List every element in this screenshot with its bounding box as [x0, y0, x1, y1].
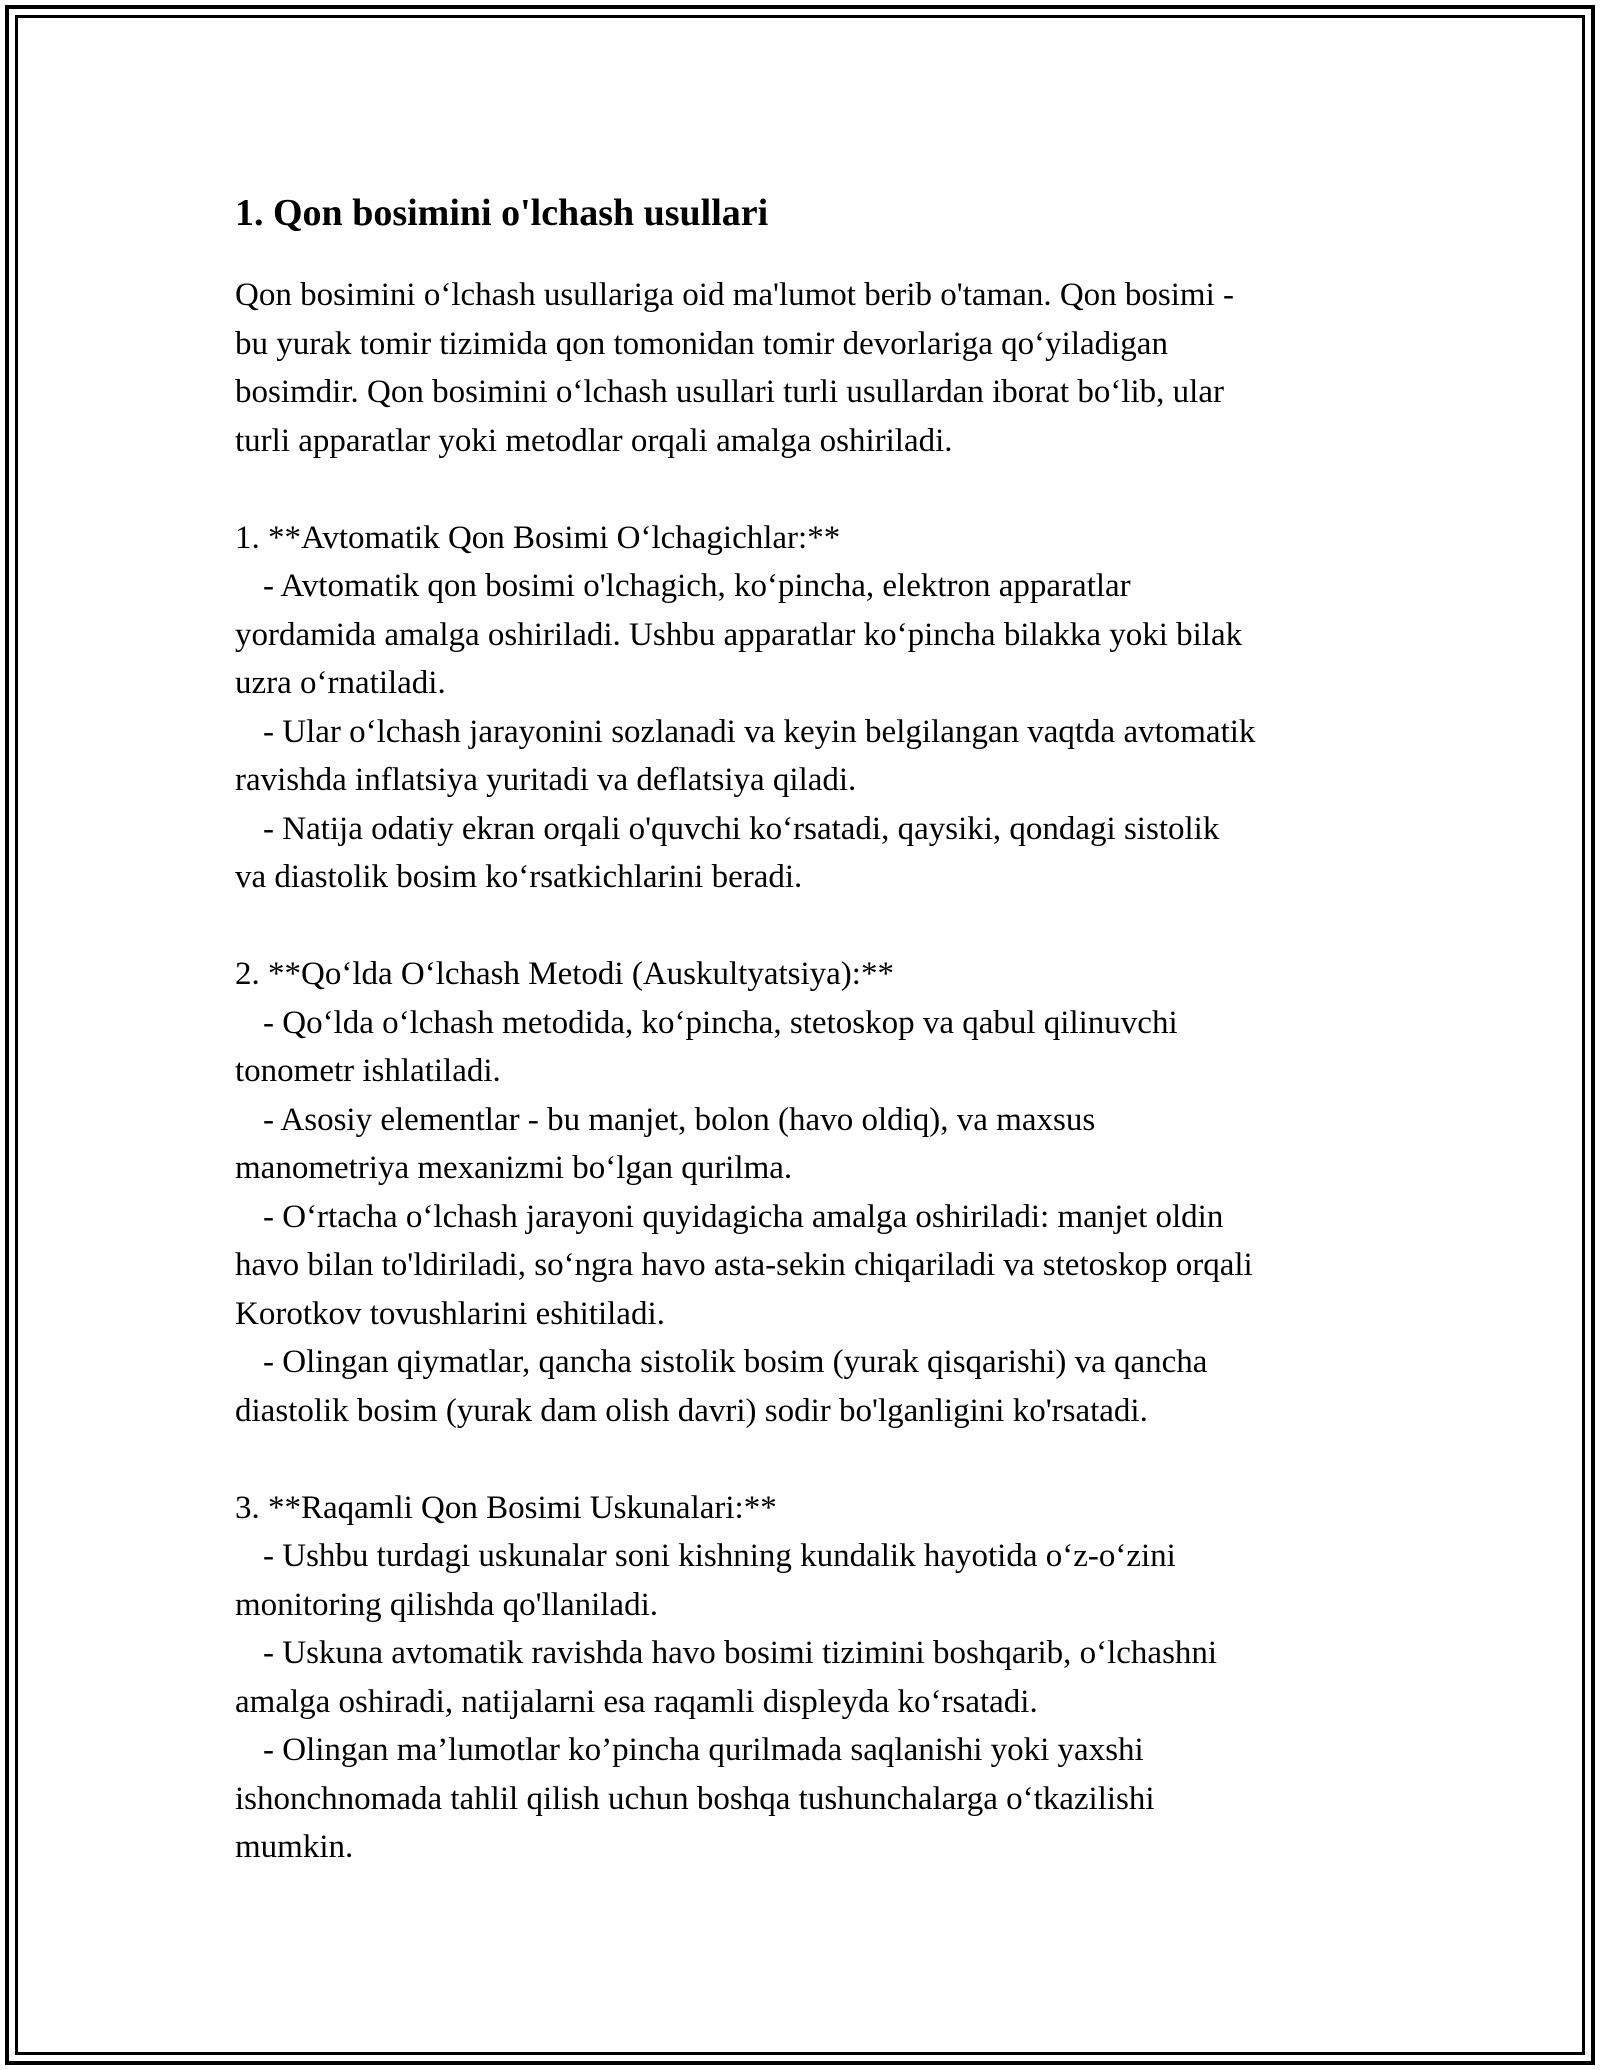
bullet-line: monitoring qilishda qo'llaniladi.	[235, 1586, 658, 1623]
bullet-line: - O‘rtacha o‘lchash jarayoni quyidagicha amalga oshiriladi: manjet oldin	[263, 1198, 1224, 1235]
section-manual	[235, 950, 1395, 1435]
bullet-line: - Uskuna avtomatik ravishda havo bosimi tizimini boshqarib, o‘lchashni	[263, 1635, 1218, 1671]
bullet-line: - Avtomatik qon bosimi o'lchagich, ko‘pincha, elektron apparatlar	[263, 568, 1131, 604]
section-heading: 2. **Qo‘lda O‘lchash Metodi (Auskultyatsiya):**	[235, 956, 894, 992]
bullet-line: ravishda inflatsiya yuritadi va deflatsiya qiladi.	[235, 762, 857, 798]
bullet-line: - Asosiy elementlar - bu manjet, bolon (havo oldiq), va maxsus	[263, 1101, 1096, 1138]
bullet-line: - Olingan ma’lumotlar ko’pincha qurilmada saqlanishi yoki yaxshi	[263, 1732, 1144, 1768]
intro-line: bosimdir. Qon bosimini o‘lchash usullari turli usullardan iborat bo‘lib, ular	[235, 374, 1224, 410]
document-title: 1. Qon bosimini o'lchash usullari	[235, 192, 769, 234]
intro-line: turli apparatlar yoki metodlar orqali amalga oshiriladi.	[235, 422, 953, 459]
intro-line: Qon bosimini o‘lchash usullariga oid ma'lumot berib o'taman. Qon bosimi -	[235, 277, 1235, 313]
bullet-line: amalga oshiradi, natijalarni esa raqamli displeyda ko‘rsatadi.	[235, 1683, 1038, 1720]
intro-line: bu yurak tomir tizimida qon tomonidan tomir devorlariga qo‘yiladigan	[235, 325, 1168, 362]
bullet-line: yordamida amalga oshiriladi. Ushbu apparatlar ko‘pincha bilakka yoki bilak	[235, 616, 1243, 653]
intro-paragraph	[235, 271, 1395, 465]
bullet-line: - Ular o‘lchash jarayonini sozlanadi va keyin belgilangan vaqtda avtomatik	[263, 713, 1256, 750]
bullet-line: uzra o‘rnatiladi.	[235, 665, 446, 701]
bullet-line: ishonchnomada tahlil qilish uchun boshqa tushunchalarga o‘tkazilishi	[235, 1780, 1155, 1817]
bullet-line: - Natija odatiy ekran orqali o'quvchi ko‘rsatadi, qaysiki, qondagi sistolik	[263, 810, 1220, 847]
bullet-line: mumkin.	[235, 1829, 354, 1865]
section-digital	[235, 1484, 1395, 1872]
bullet-line: tonometr ishlatiladi.	[235, 1053, 501, 1089]
document-body	[235, 185, 1395, 1872]
section-automatic	[235, 514, 1395, 902]
bullet-line: Korotkov tovushlarini eshitiladi.	[235, 1295, 665, 1332]
bullet-line: manometriya mexanizmi bo‘lgan qurilma.	[235, 1150, 793, 1186]
bullet-line: - Ushbu turdagi uskunalar soni kishning kundalik hayotida o‘z-o‘zini	[263, 1538, 1176, 1574]
bullet-line: - Qo‘lda o‘lchash metodida, ko‘pincha, stetoskop va qabul qilinuvchi	[263, 1004, 1178, 1041]
bullet-line: diastolik bosim (yurak dam olish davri) sodir bo'lganligini ko'rsatadi.	[235, 1392, 1148, 1429]
section-heading: 1. **Avtomatik Qon Bosimi O‘lchagichlar:**	[235, 519, 841, 556]
bullet-line: va diastolik bosim ko‘rsatkichlarini beradi.	[235, 859, 803, 895]
bullet-line: - Olingan qiymatlar, qancha sistolik bosim (yurak qisqarishi) va qancha	[263, 1344, 1208, 1380]
section-heading: 3. **Raqamli Qon Bosimi Uskunalari:**	[235, 1489, 777, 1526]
bullet-line: havo bilan to'ldiriladi, so‘ngra havo asta-sekin chiqariladi va stetoskop orqali	[235, 1247, 1253, 1283]
